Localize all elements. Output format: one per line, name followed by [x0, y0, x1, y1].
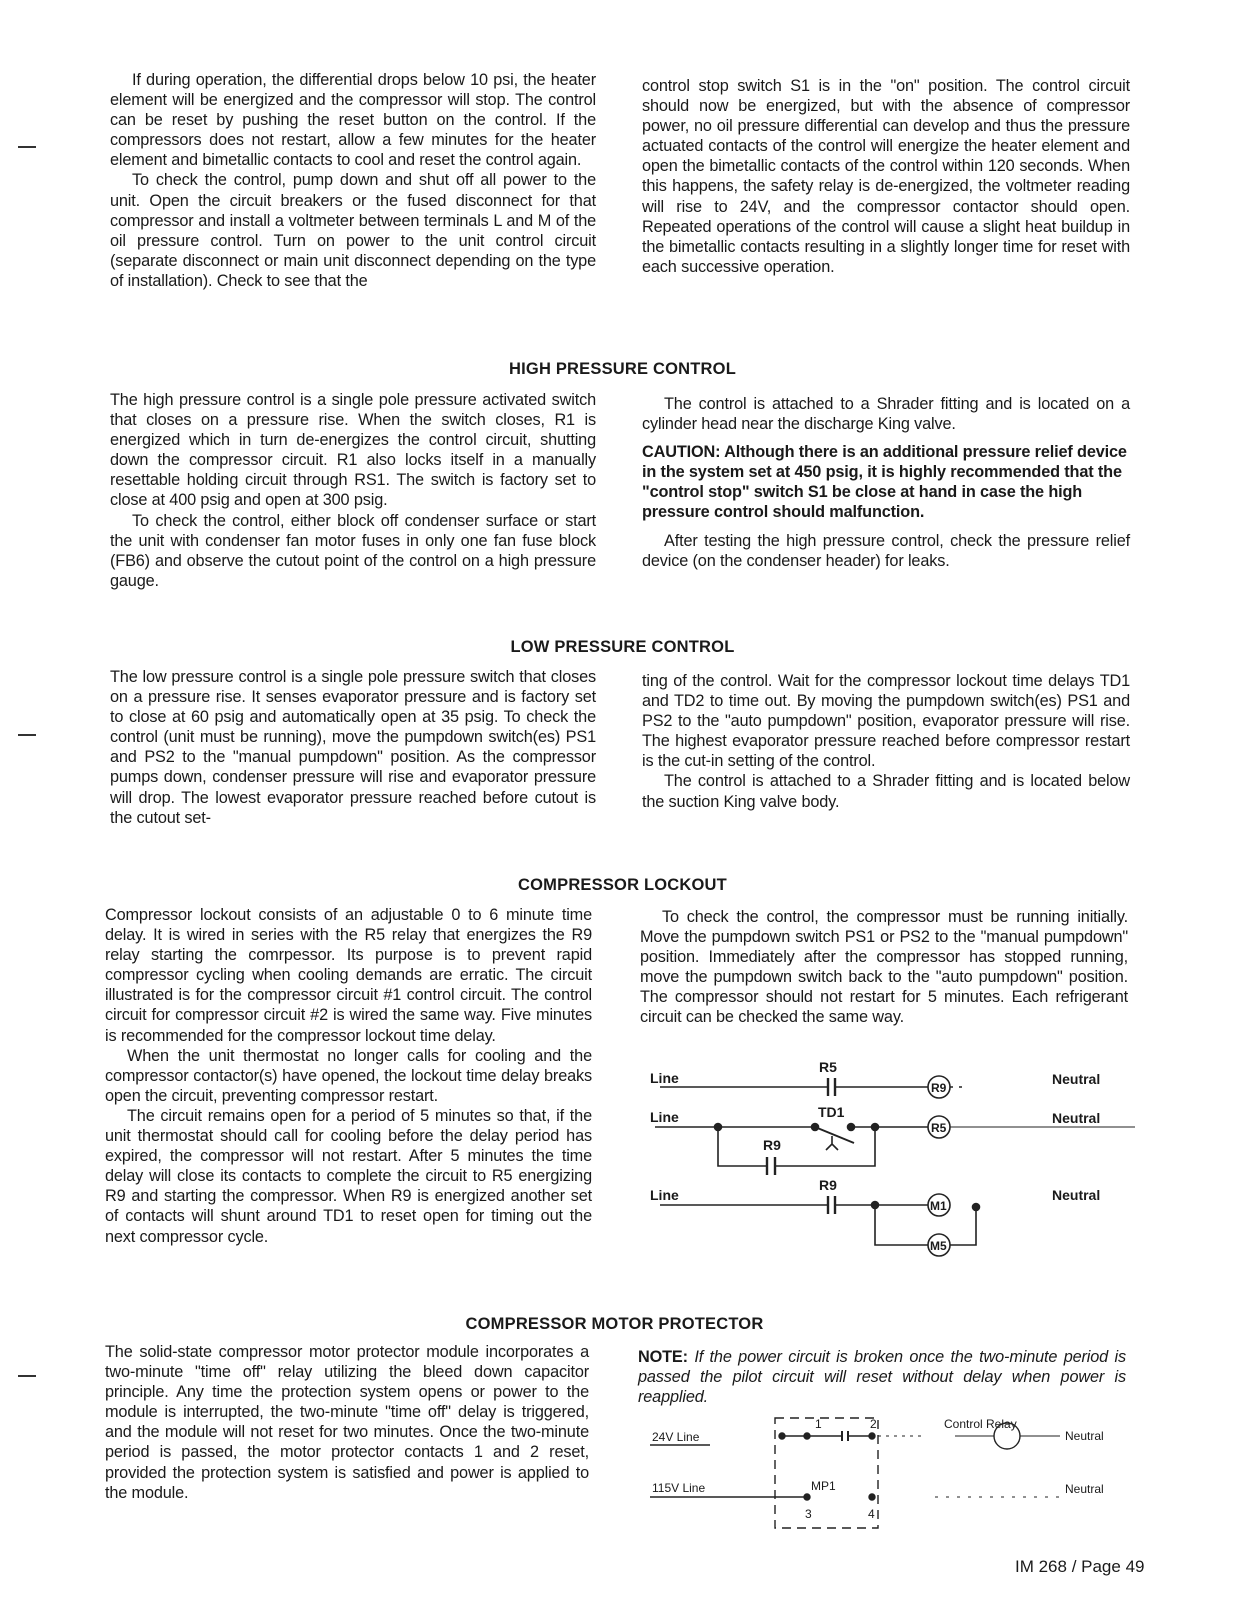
paragraph: The solid-state compressor motor protector module incorporates a two-minute "time off" relay utilizing the bleed down capacitor principle. Any time the protection system opens or power to the module is interrupted, the two-minute "time off" delay is triggered, and the module will not reset for two minutes. Once the two-minute period is passed, the motor protector contacts 1 and 2 reset, provided the protection system is satisfied and power is applied to the module.: [105, 1343, 589, 1502]
heading-compressor-lockout: COMPRESSOR LOCKOUT: [518, 876, 727, 894]
paragraph: To check the control, the compressor must be running initially. Move the pumpdown switch PS1 or PS2 to the "manual pumpdown" position. Immediately after the compressor has stopped running, move the pumpdown switch back to the "auto pumpdown" position. The compressor should not restart for 5 minutes. Each refrigerant circuit can be checked the same way.: [640, 908, 1128, 1027]
r9-contact-label: R9: [819, 1177, 837, 1193]
paragraph: After testing the high pressure control, check the pressure relief device (on the condenser header) for leaks.: [642, 531, 1130, 570]
svg-text:3: 3: [805, 1507, 812, 1521]
svg-text:R5: R5: [931, 1121, 947, 1135]
paragraph: The control is attached to a Shrader fitting and is located below the suction King valve body.: [642, 772, 1130, 811]
low-pressure-right: [642, 671, 1130, 812]
motor-protector-diagram: [635, 1410, 1135, 1535]
control-relay-label: Control Relay: [944, 1417, 1017, 1431]
svg-text:M1: M1: [930, 1199, 947, 1213]
r5-contact-label: R5: [819, 1059, 837, 1075]
td1-label: TD1: [818, 1104, 845, 1120]
svg-text:R9: R9: [931, 1081, 947, 1095]
paragraph: To check the control, either block off condenser surface or start the unit with condenser fan motor fuses in only one fan fuse block (FB6) and observe the cutout point of the control on a high pressure gauge.: [110, 511, 596, 590]
115v-line-label: 115V Line: [652, 1481, 706, 1495]
svg-text:4: 4: [868, 1507, 875, 1521]
svg-text:2: 2: [870, 1417, 877, 1431]
lockout-right: [640, 907, 1128, 1028]
note-text: If the power circuit is broken once the two-minute period is passed the pilot circuit will reset without delay when power is reapplied.: [638, 1348, 1126, 1407]
paragraph: When the unit thermostat no longer calls for cooling and the compressor contactor(s) have opened, the lockout time delay breaks open the circuit, preventing compressor restart.: [105, 1046, 592, 1105]
svg-text:Neutral: Neutral: [1052, 1187, 1101, 1203]
heading-high-pressure-control: HIGH PRESSURE CONTROL: [509, 360, 736, 378]
lockout-ladder-diagram: [635, 1050, 1135, 1260]
paragraph: ting of the control. Wait for the compressor lockout time delays TD1 and TD2 to time out. By moving the pumpdown switch(es) PS1 and PS2 to the "auto pumpdown" position, evaporator pressure will rise. The highest evaporator pressure reached before compressor restart is the cut-in setting of the control.: [642, 672, 1130, 771]
margin-mark: [18, 146, 36, 148]
note-label: NOTE:: [638, 1348, 688, 1366]
caution-text: CAUTION: Although there is an additional pressure relief device in the system set at 450 psig, it is highly recommended that the "control stop" switch S1 be close at hand in case the high pressure control should malfunction.: [642, 443, 1127, 522]
paragraph: If during operation, the differential drops below 10 psi, the heater element will be energized and the compressor will stop. The control can be reset by pushing the reset button on the control. If the compressors does not restart, allow a few minutes for the heater element and bimetallic contacts to cool and reset the control again.: [110, 71, 596, 170]
svg-text:M5: M5: [930, 1239, 947, 1253]
paragraph: The control is attached to a Shrader fitting and is located on a cylinder head near the discharge King valve.: [642, 395, 1130, 434]
mp1-module-box: [775, 1418, 878, 1528]
mp1-label: MP1: [811, 1479, 836, 1493]
svg-text:1: 1: [815, 1417, 822, 1431]
paragraph: The high pressure control is a single pole pressure activated switch that closes on a pressure rise. When the switch closes, R1 is energized which in turn de-energizes the control circuit, shutting down the compressor circuit. R1 also locks itself in a manually resettable holding circuit through RS1. The switch is factory set to close at 400 psig and open at 300 psig.: [110, 391, 596, 510]
line-label: Line: [650, 1070, 679, 1086]
top-right-column: [642, 76, 1130, 277]
paragraph: control stop switch S1 is in the "on" position. The control circuit should now be energized, but with the absence of compressor power, no oil pressure differential can develop and thus the pressure actuated contacts of the control will energize the heater element and open the bimetallic contacts of the control within 120 seconds. When this happens, the safety relay is de-energized, the voltmeter reading will rise to 24V, and the compressor contactor should open. Repeated operations of the control will cause a slight heat buildup in the bimetallic contacts resulting in a slightly longer time for reset with each successive operation.: [642, 77, 1130, 276]
lockout-left: [105, 905, 592, 1247]
high-pressure-right: [642, 394, 1130, 571]
margin-mark: [18, 1375, 36, 1377]
top-left-column: [110, 70, 596, 291]
neutral-label: Neutral: [1052, 1071, 1101, 1087]
paragraph: The low pressure control is a single pole pressure switch that closes on a pressure rise. It senses evaporator pressure and is factory set to close at 60 psig and automatically open at 35 psig. To check the control (unit must be running), move the pumpdown switch(es) PS1 and PS2 to the "manual pumpdown" position. As the compressor pumps down, condenser pressure will rise and evaporator pressure will drop. The lowest evaporator pressure reached before cutout is the cutout set-: [110, 668, 596, 827]
24v-line-label: 24V Line: [652, 1430, 700, 1444]
heading-low-pressure-control: LOW PRESSURE CONTROL: [510, 638, 735, 656]
svg-text:R9: R9: [763, 1137, 781, 1153]
high-pressure-left: [110, 390, 596, 591]
heading-compressor-motor-protector: COMPRESSOR MOTOR PROTECTOR: [465, 1315, 764, 1333]
motor-protector-left: [105, 1342, 589, 1503]
svg-text:Line: Line: [650, 1109, 679, 1125]
page-footer: IM 268 / Page 49: [1015, 1557, 1145, 1576]
neutral-label: Neutral: [1065, 1429, 1104, 1443]
svg-text:Neutral: Neutral: [1065, 1482, 1104, 1496]
paragraph: To check the control, pump down and shut off all power to the unit. Open the circuit breakers or the fused disconnect for that compressor and install a voltmeter between terminals L and M of the oil pressure control. Turn on power to the unit control circuit (separate disconnect or main unit disconnect depending on the type of installation). Check to see that the: [110, 171, 596, 290]
svg-text:Line: Line: [650, 1187, 679, 1203]
paragraph: Compressor lockout consists of an adjustable 0 to 6 minute time delay. It is wired in series with the R5 relay that energizes the R9 relay starting the comrpessor. Its purpose is to prevent rapid compressor cycling when cooling demands are erratic. The circuit illustrated is for the compressor circuit #1 control circuit. The control circuit for compressor circuit #2 is wired the same way. Five minutes is recommended for the compressor lockout time delay.: [105, 906, 592, 1045]
margin-mark: [18, 734, 36, 736]
paragraph: The circuit remains open for a period of 5 minutes so that, if the unit thermostat should call for cooling before the delay period has expired, the compressor will not restart. After 5 minutes the time delay will close its contacts to complete the circuit to R5 energizing R9 and starting the compressor. When R9 is energized another set of contacts will shunt around TD1 to reset open for timing out the next compressor cycle.: [105, 1106, 592, 1246]
low-pressure-left: [110, 667, 596, 828]
motor-protector-note: [638, 1347, 1126, 1407]
svg-text:Neutral: Neutral: [1052, 1110, 1101, 1126]
